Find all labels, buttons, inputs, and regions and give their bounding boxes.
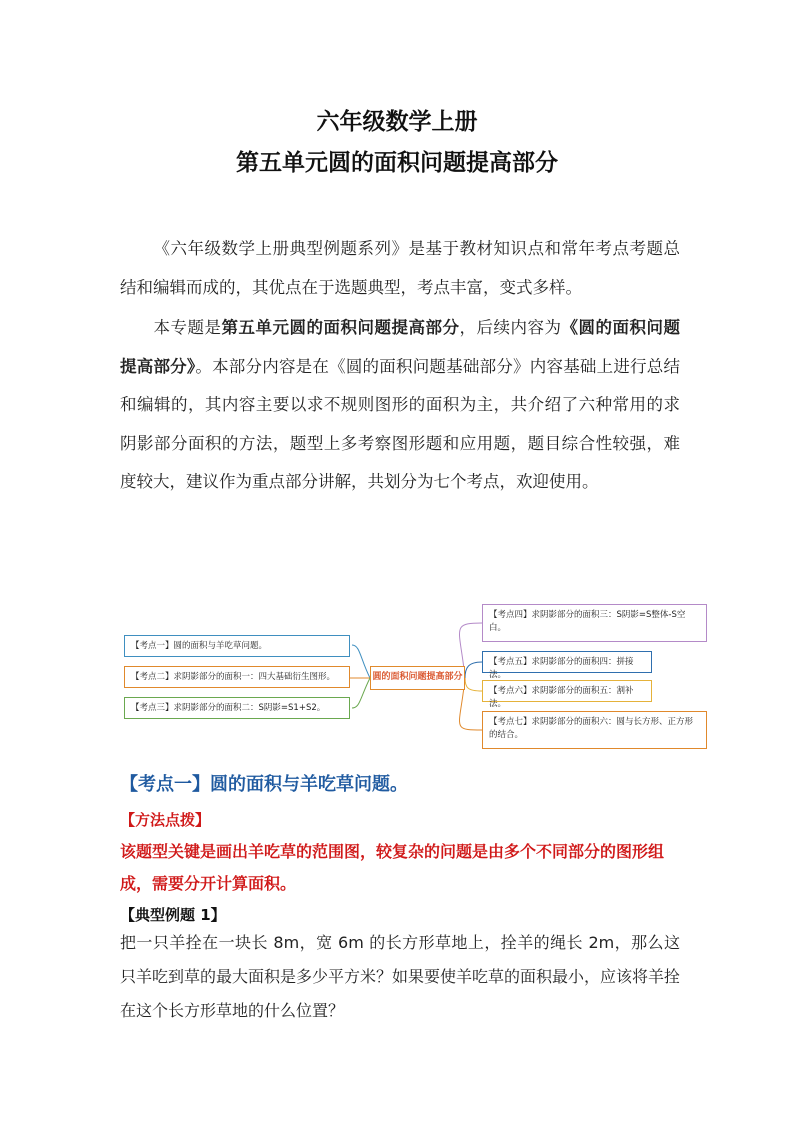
intro-bold-next: 《圆的面积问题提高部分》 [120,318,680,376]
document-subtitle: 第五单元圆的面积问题提高部分 [236,150,558,176]
intro-text-2a: 本专题是 [153,318,222,337]
method-text: 该题型关键是画出羊吃草的范围图，较复杂的问题是由多个不同部分的图形组成，需要分开计算面积。 [120,842,665,893]
mindmap-node-2: 【考点二】求阴影部分的面积一：四大基础衍生图形。 [124,666,350,688]
mindmap-node-5: 【考点五】求阴影部分的面积四：拼接法。 [482,651,652,673]
connector-1 [352,645,370,678]
document-title: 六年级数学上册 [316,109,478,135]
intro-text-2c: 。本部分内容是在《圆的面积问题基础部分》内容基础上进行总结和编辑的，其内容主要以求不规则图形的面积为主，共介绍了六种常用的求阴影部分面积的方法，题型上多考察图形题和应用题，题目综合性较强，难度较大，建议作为重点部分讲解，共划分为七个考点，欢迎使用。 [120,356,681,491]
mindmap-node-6: 【考点六】求阴影部分的面积五：割补法。 [482,680,652,702]
method-label: 【方法点拨】 [120,811,211,829]
intro-text-2b: ，后续内容为 [459,318,562,337]
intro-paragraph-1 [120,230,680,307]
intro-paragraph-2 [120,309,680,502]
mindmap-node-3: 【考点三】求阴影部分的面积二：S阴影=S1+S2。 [124,697,350,719]
mindmap [120,598,720,758]
mindmap-center: 圆的面积问题提高部分 [370,666,465,690]
mindmap-node-4: 【考点四】求阴影部分的面积三：S阴影=S整体-S空白。 [482,604,707,642]
intro-bold-topic: 第五单元圆的面积问题提高部分 [221,318,460,337]
section-title: 【考点一】圆的面积与羊吃草问题。 [120,774,408,795]
mindmap-node-7: 【考点七】求阴影部分的面积六：圆与长方形、正方形的结合。 [482,711,707,749]
mindmap-node-1: 【考点一】圆的面积与羊吃草问题。 [124,635,350,657]
connector-6 [465,678,482,691]
example-text: 把一只羊拴在一块长 8m，宽 6m 的长方形草地上，拴羊的绳长 2m，那么这只羊吃到草的最大面积是多少平方米？如果要使羊吃草的面积最小，应该将羊拴在这个长方形草地的什么位置？ [120,933,681,1020]
connector-5 [465,662,482,678]
connector-3 [352,678,370,708]
example-label: 【典型例题 1】 [120,906,226,924]
intro-text-1: 《六年级数学上册典型例题系列》是基于教材知识点和常年考点考题总结和编辑而成的，其优点在于选题典型，考点丰富，变式多样。 [120,239,680,297]
